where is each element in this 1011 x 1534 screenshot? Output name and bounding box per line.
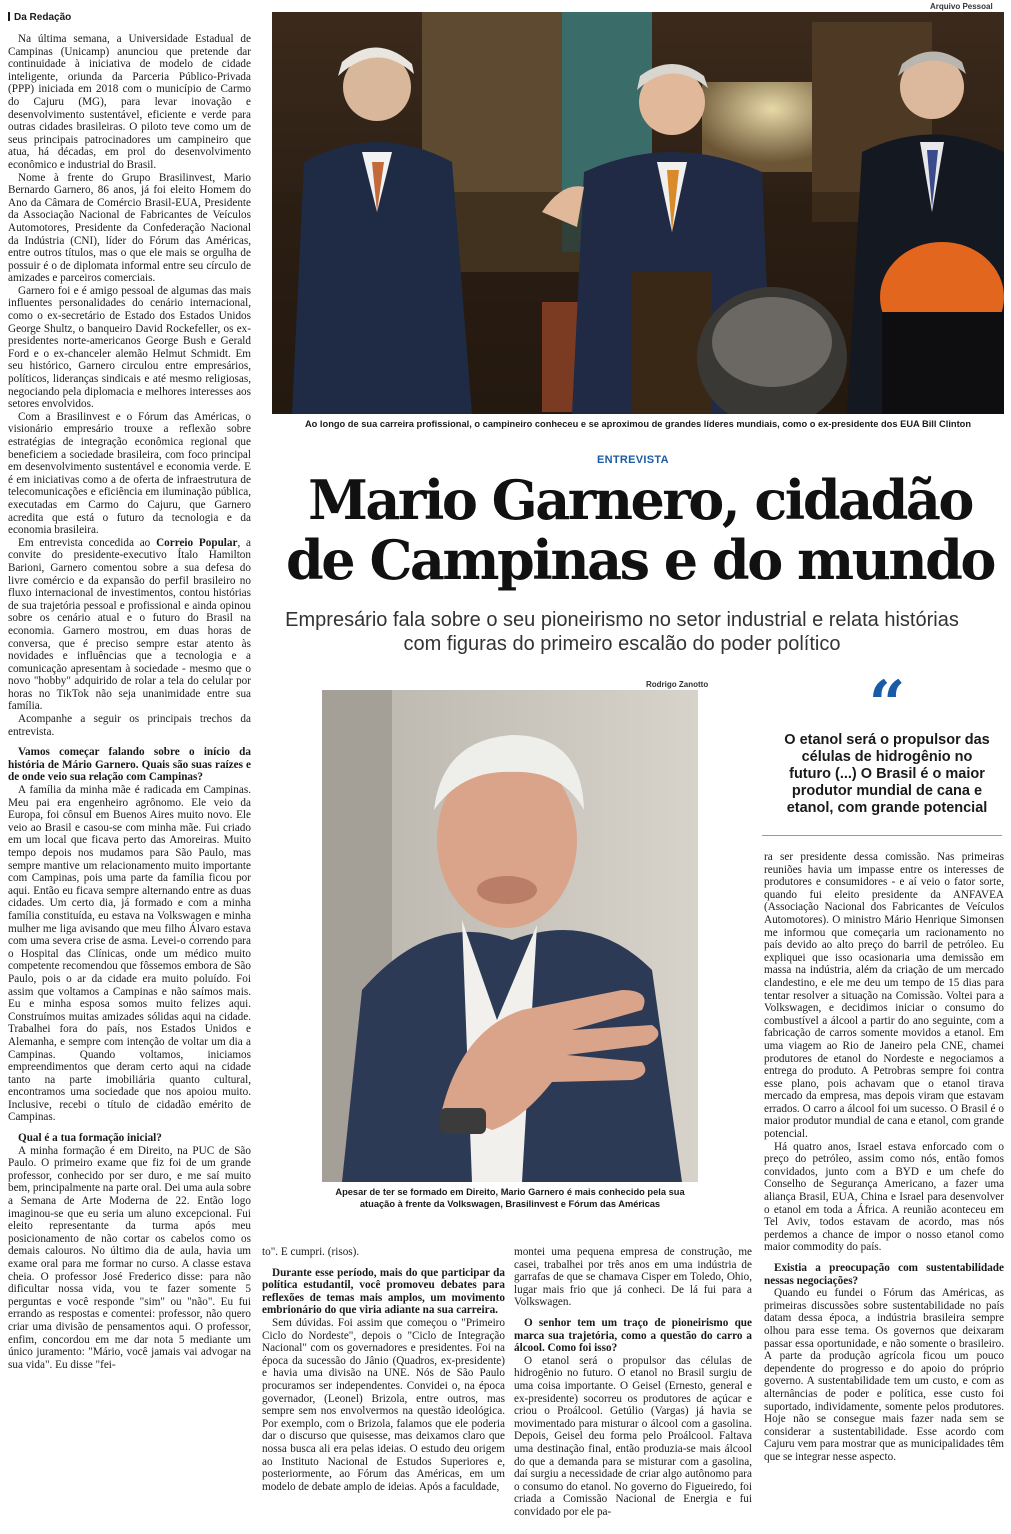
- interview-answer: Quando eu fundei o Fórum das Américas, as primeiras discussões sobre sustentabilidade no país datam dessa época, a indústria brasileira sempre olhou para esse tema. Os governos que deixaram passar essa oportunidade, e não somente o brasileiro. A parte da produção agrícola ficou um pouco dependente do progresso e do apoio do próprio governo. A sustentabilidade tem um custo, e com as alternâncias de poder e política, esse custo foi suportado, individamente, somente pelos produtores. Hoje não se consegue mais fazer nada sem se considerar a sustentabilidade. Esse acordo com Cajuru vem para mostrar que as municipalidades têm que se integrar nesse aspecto.: [764, 1287, 1004, 1463]
- interview-question: Existia a preocupação com sustentabilidade nessas negociações?: [764, 1262, 1004, 1287]
- pull-quote: [782, 667, 992, 817]
- body-paragraph: Nome à frente do Grupo Brasilinvest, Mario Bernardo Garnero, 86 anos, já foi eleito Homem do Ano da Câmara de Comércio Brasil-EUA, Presidente da Associação Nacional de Fabricantes de Veículos Automotores, Presidente da Confederação Nacional da Indústria (CNI), líder do Fórum das Américas, entre outros títulos, mas o que ele mais se orgulha de possuir é o de diplomata informal entre seu círculo de amizades e parceiros comerciais.: [8, 171, 251, 285]
- headline: Mario Garnero, cidadão de Campinas e do mundo: [286, 468, 994, 592]
- body-paragraph: Garnero foi e é amigo pessoal de algumas das mais influentes personalidades do cenário internacional, como o ex-secretário de Estado dos Estados Unidos George Shultz, o banqueiro David Rockefeller, os ex-presidentes norte-americanos George Bush e Gerald Ford e o ex-chanceler alemão Helmut Schmidt. Em seu histórico, Garnero circulou entre empresários, políticos, lideranças sindicais e até mesmo religiosas, negociando pela diplomacia e melhores interesses aos setores envolvidos.: [8, 284, 251, 411]
- section-bar: [8, 12, 10, 21]
- top-photo-caption: Ao longo de sua carreira profissional, o campineiro conheceu e se aproximou de grandes líderes mundiais, como o ex-presidente dos EUA Bill Clinton: [304, 419, 972, 429]
- column-4: [764, 851, 1004, 1464]
- interview-question: Qual é a tua formação inicial?: [18, 1132, 162, 1145]
- pull-quote-text: O etanol será o propulsor das células de hidrogênio no futuro (...) O Brasil é o maior produtor mundial de cana e etanol, com grande potencial: [784, 732, 990, 816]
- interview-question: O senhor tem um traço de pioneirismo que marca sua trajetória, como a questão do carro a álcool. Como foi isso?: [514, 1316, 752, 1355]
- portrait-illustration: [322, 690, 698, 1182]
- portrait-caption: Apesar de ter se formado em Direito, Mario Garnero é mais conhecido pela sua atuação à frente da Volkswagen, Brasilinvest e Fórum das Américas: [335, 1187, 685, 1209]
- interview-answer: Sem dúvidas. Foi assim que começou o "Primeiro Ciclo do Nordeste", depois o "Ciclo de Integração Nacional" com os governadores e presidentes. Foi na época da sucessão do Jânio (Quadros, ex-presidente) e havia uma divisão na UNE. Nós de São Paulo procuramos ser independentes. Convidei o, na época governador, (Leonel) Brizola, entre outros, mas sempre sem nos envolvermos na questão ideológica. Por exemplo, com o Brizola, falamos que ele poderia dar o discurso que quisesse, mas deixamos claro que nossa busca ali era pelas ideias. O estudo deu origem ao Instituto Nacional de Estudos Superiores e, posteriormente, ao Fórum das Américas, em um modelo de debate amplo de ideias. Após a faculdade,: [262, 1316, 505, 1493]
- interview-question: Vamos começar falando sobre o início da história de Mário Garnero. Quais são suas raízes e de onde veio sua relação com Campinas?: [8, 746, 251, 784]
- kicker: ENTREVISTA: [597, 454, 669, 466]
- interview-answer: montei uma pequena empresa de construção, me casei, trabalhei por três anos em uma indústria de garrafas de que se chamava Cisper em Toledo, Ohio, lugar mais frio que já conheci. De lá fui para a Volkswagen.: [514, 1246, 752, 1309]
- interview-answer: O etanol será o propulsor das células de hidrogênio no futuro. O etanol no Brasil surgiu de uma coisa importante. O Geisel (Ernesto, general e ex-presidente) socorreu os produtores de açúcar e criou o Proálcool. Getúlio (Vargas) já havia se movimentado para misturar o álcool com a gasolina. Depois, Geisel deu forma pelo Proálcool. Faltava uma destinação final, então produzia-se mais álcool do que a demanda para se misturar com a gasolina, daí surgiu a necessidade de criar algo autônomo para o consumo do etanol. No governo do Figueiredo, foi criada a Comissão Nacional de Energia e fui convidado por ele pa-: [514, 1354, 752, 1518]
- text-run: Em entrevista concedida ao: [18, 536, 157, 549]
- section-label: Da Redação: [14, 12, 72, 23]
- portrait-credit: Rodrigo Zanotto: [646, 680, 709, 689]
- body-paragraph: [8, 537, 251, 713]
- interview-answer: A família da minha mãe é radicada em Campinas. Meu pai era engenheiro agrônomo. Ele veio da Europa, foi cônsul em Buenos Aires muito novo. Ele veio ao Brasil e casou-se com minha mãe. Fui criado em um local que ficava perto das Amoreiras. Muito tempo depois nos mudamos para São Paulo, mas sempre mantive um relacionamento muito importante com Campinas, pois uma parte da família ficou por aqui. Então eu ficava sempre alternando entre as duas cidades. Um certo dia, já formado e com a minha família constituída, eu estava na Volkswagen e minha mulher me liga avisando que meu filho Álvaro estava com uma severa crise de asma. Levei-o correndo para o Hospital das Clínicas, onde um médico muito competente recomendou que fôssemos embora de São Paulo, pois o ar da cidade era muito poluído. Foi assim que voltamos a Campinas e não saímos mais. Eu e minha esposa somos muito felizes aqui. Construímos muitas amizades sólidas aqui na cidade. Trabalhei fora do país, nos Estados Unidos e Alemanha, e sempre com intenção de voltar um dia a Campinas. Quando voltamos, iniciamos empreendimentos que deram certo aqui na cidade tanto na parte imobiliária quanto cultural, encontramos uma sociedade que nos apoiou muito. Inclusive, recebi o título de cidadão emérito de Campinas.: [8, 784, 251, 1124]
- newspaper-name: Correio Popular: [156, 536, 238, 549]
- interview-answer: to". E cumpri. (risos).: [262, 1246, 360, 1258]
- top-photo-illustration: [272, 12, 1004, 414]
- column-1: [8, 33, 251, 1371]
- subheadline: Empresário fala sobre o seu pioneirismo no setor industrial e relata histórias com figuras do primeiro escalão do poder político: [285, 609, 959, 655]
- portrait-photo: [322, 690, 698, 1182]
- top-photo-credit: Arquivo Pessoal: [930, 2, 993, 11]
- top-photo: [272, 12, 1004, 414]
- intro-paragraph: Na última semana, a Universidade Estadual de Campinas (Unicamp) anunciou que pretende dar continuidade à iniciativa de modelo de cidade inteligente, oriunda da Parceria Público-Privada (PPP) iniciada em 2018 com o município de Carmo do Cajuru (MG), para levar inovação e desenvolvimento sustentável, eficiente e verde para outras cidades brasileiras. O piloto teve como um de seus principais patrocinadores um campineiro que atua, há décadas, em prol do desenvolvimento econômico e industrial do Brasil.: [8, 33, 251, 171]
- body-paragraph: Acompanhe a seguir os principais trechos da entrevista.: [8, 713, 251, 738]
- interview-answer: A minha formação é em Direito, na PUC de São Paulo. O primeiro exame que fiz foi de um grande professor, conhecido por ser duro, e me saí muito bem, principalmente na parte oral. Dei uma aula sobre a Semana de Arte Moderna de 22. Então logo imaginou-se que eu seria um aluno excepcional. Fui eleito representante da turma após meu posicionamento de não cortar os cabelos como os demais calouros. No último dia de aula, havia um exame oral para me formar no curso. A classe estava cheia. O professor José Frederico disse: para não dificultar nossa vida, vou te fazer somente 5 perguntas e você responde "sim" ou "não". Eu fui errando as respostas e comentei: professor, não quero criar uma divisão de pensamentos aqui. O professor, enfim, concordou em me dar nota 5 mediante um único juramento: "Mário, você jamais vai advogar na sua vida". Eu disse "fei-: [8, 1144, 251, 1371]
- body-paragraph: Com a Brasilinvest e o Fórum das Américas, o visionário empresário trouxe a reflexão sobre estratégias de integração econômica regional que beneficiem a sociedade brasileira, com foco principal em desenvolvimento sustentável e economia verde. E é em iniciativas como a de oferta de infraestrutura de telecomunicações e eficiência em iluminação pública, executadas em Carmo do Cajuru, que Garnero acredita que está o futuro da tecnologia e da economia brasileira.: [8, 410, 251, 537]
- text-run: , a convite do presidente-executivo Ítalo Hamilton Barioni, Garnero comentou sobre a sua defesa do livre comércio e da expansão do perfil brasileiro no fluxo internacional de investimentos, contou histórias de sua trajetória pessoal e profissional e ainda opinou sobre os cenário atual e o futuro do Brasil na economia. Garnero mostrou, em duas horas de conversa, que é preciso sempre estar atento às novidades e influências que a tecnologia e a comunicação apresentam à sociedade - mesmo que o novo "hobby" adquirido de rolar a tela do celular por horas no TikTok não seja unanimidade entre sua família.: [8, 536, 251, 713]
- column-2: [262, 1246, 505, 1493]
- interview-answer: Há quatro anos, Israel estava enforcado com o preço do petróleo, assim como nós, então fomos convidados, junto com a BYD e um chefe do Conselho de Segurança Americano, a fazer uma aliança Brasil, EUA, China e Israel para desenvolver o etanol em toda a África. A reunião aconteceu em Tel Aviv, todos estavam de acordo, mas nós perdemos a chance de impor o nosso etanol como maior commodity do país.: [764, 1140, 1004, 1254]
- interview-question: Durante esse período, mais do que participar da política estudantil, você promoveu debates para reflexões de temas mais amplos, um movimento embrionário do que viria adiante na sua carreira.: [262, 1266, 505, 1317]
- column-3: [514, 1246, 752, 1518]
- section-tag: [8, 12, 71, 23]
- quote-icon: “: [868, 667, 906, 742]
- pull-quote-rule: [762, 835, 1002, 836]
- interview-answer: ra ser presidente dessa comissão. Nas primeiras reuniões havia um impasse entre os interesses de produtores e consumidores - e aí veio o fator sorte, quando fui eleito presidente da ANFAVEA (Associação Nacional dos Fabricantes de Veículos Automotores). O ministro Mário Henrique Simonsen me informou que começaria um racionamento no país devido ao alto preço do barril de petróleo. Eu expliquei que isso ocasionaria uma demissão em massa na indústria, além da criação de um mercado clandestino, e ele me deu um tempo de 15 dias para tentar resolver a situação na Comissão. Voltei para a Volkswagen, e decidimos iniciar o consumo do combustível a álcool a partir do ano seguinte, com a fabricação de carros somente movidos a etanol. Em uma viagem ao Rio de Janeiro pela CNE, chamei produtores de etanol do Nordeste e negociamos a entrega do produto. A Petrobras sempre foi contra esse plano, pois achavam que o etanol tirava mercado da empresa, mas depois viram que estavam errados. O carro a álcool foi um sucesso. O Brasil é o maior produtor mundial de cana e etanol, com grande potencial.: [764, 851, 1004, 1141]
